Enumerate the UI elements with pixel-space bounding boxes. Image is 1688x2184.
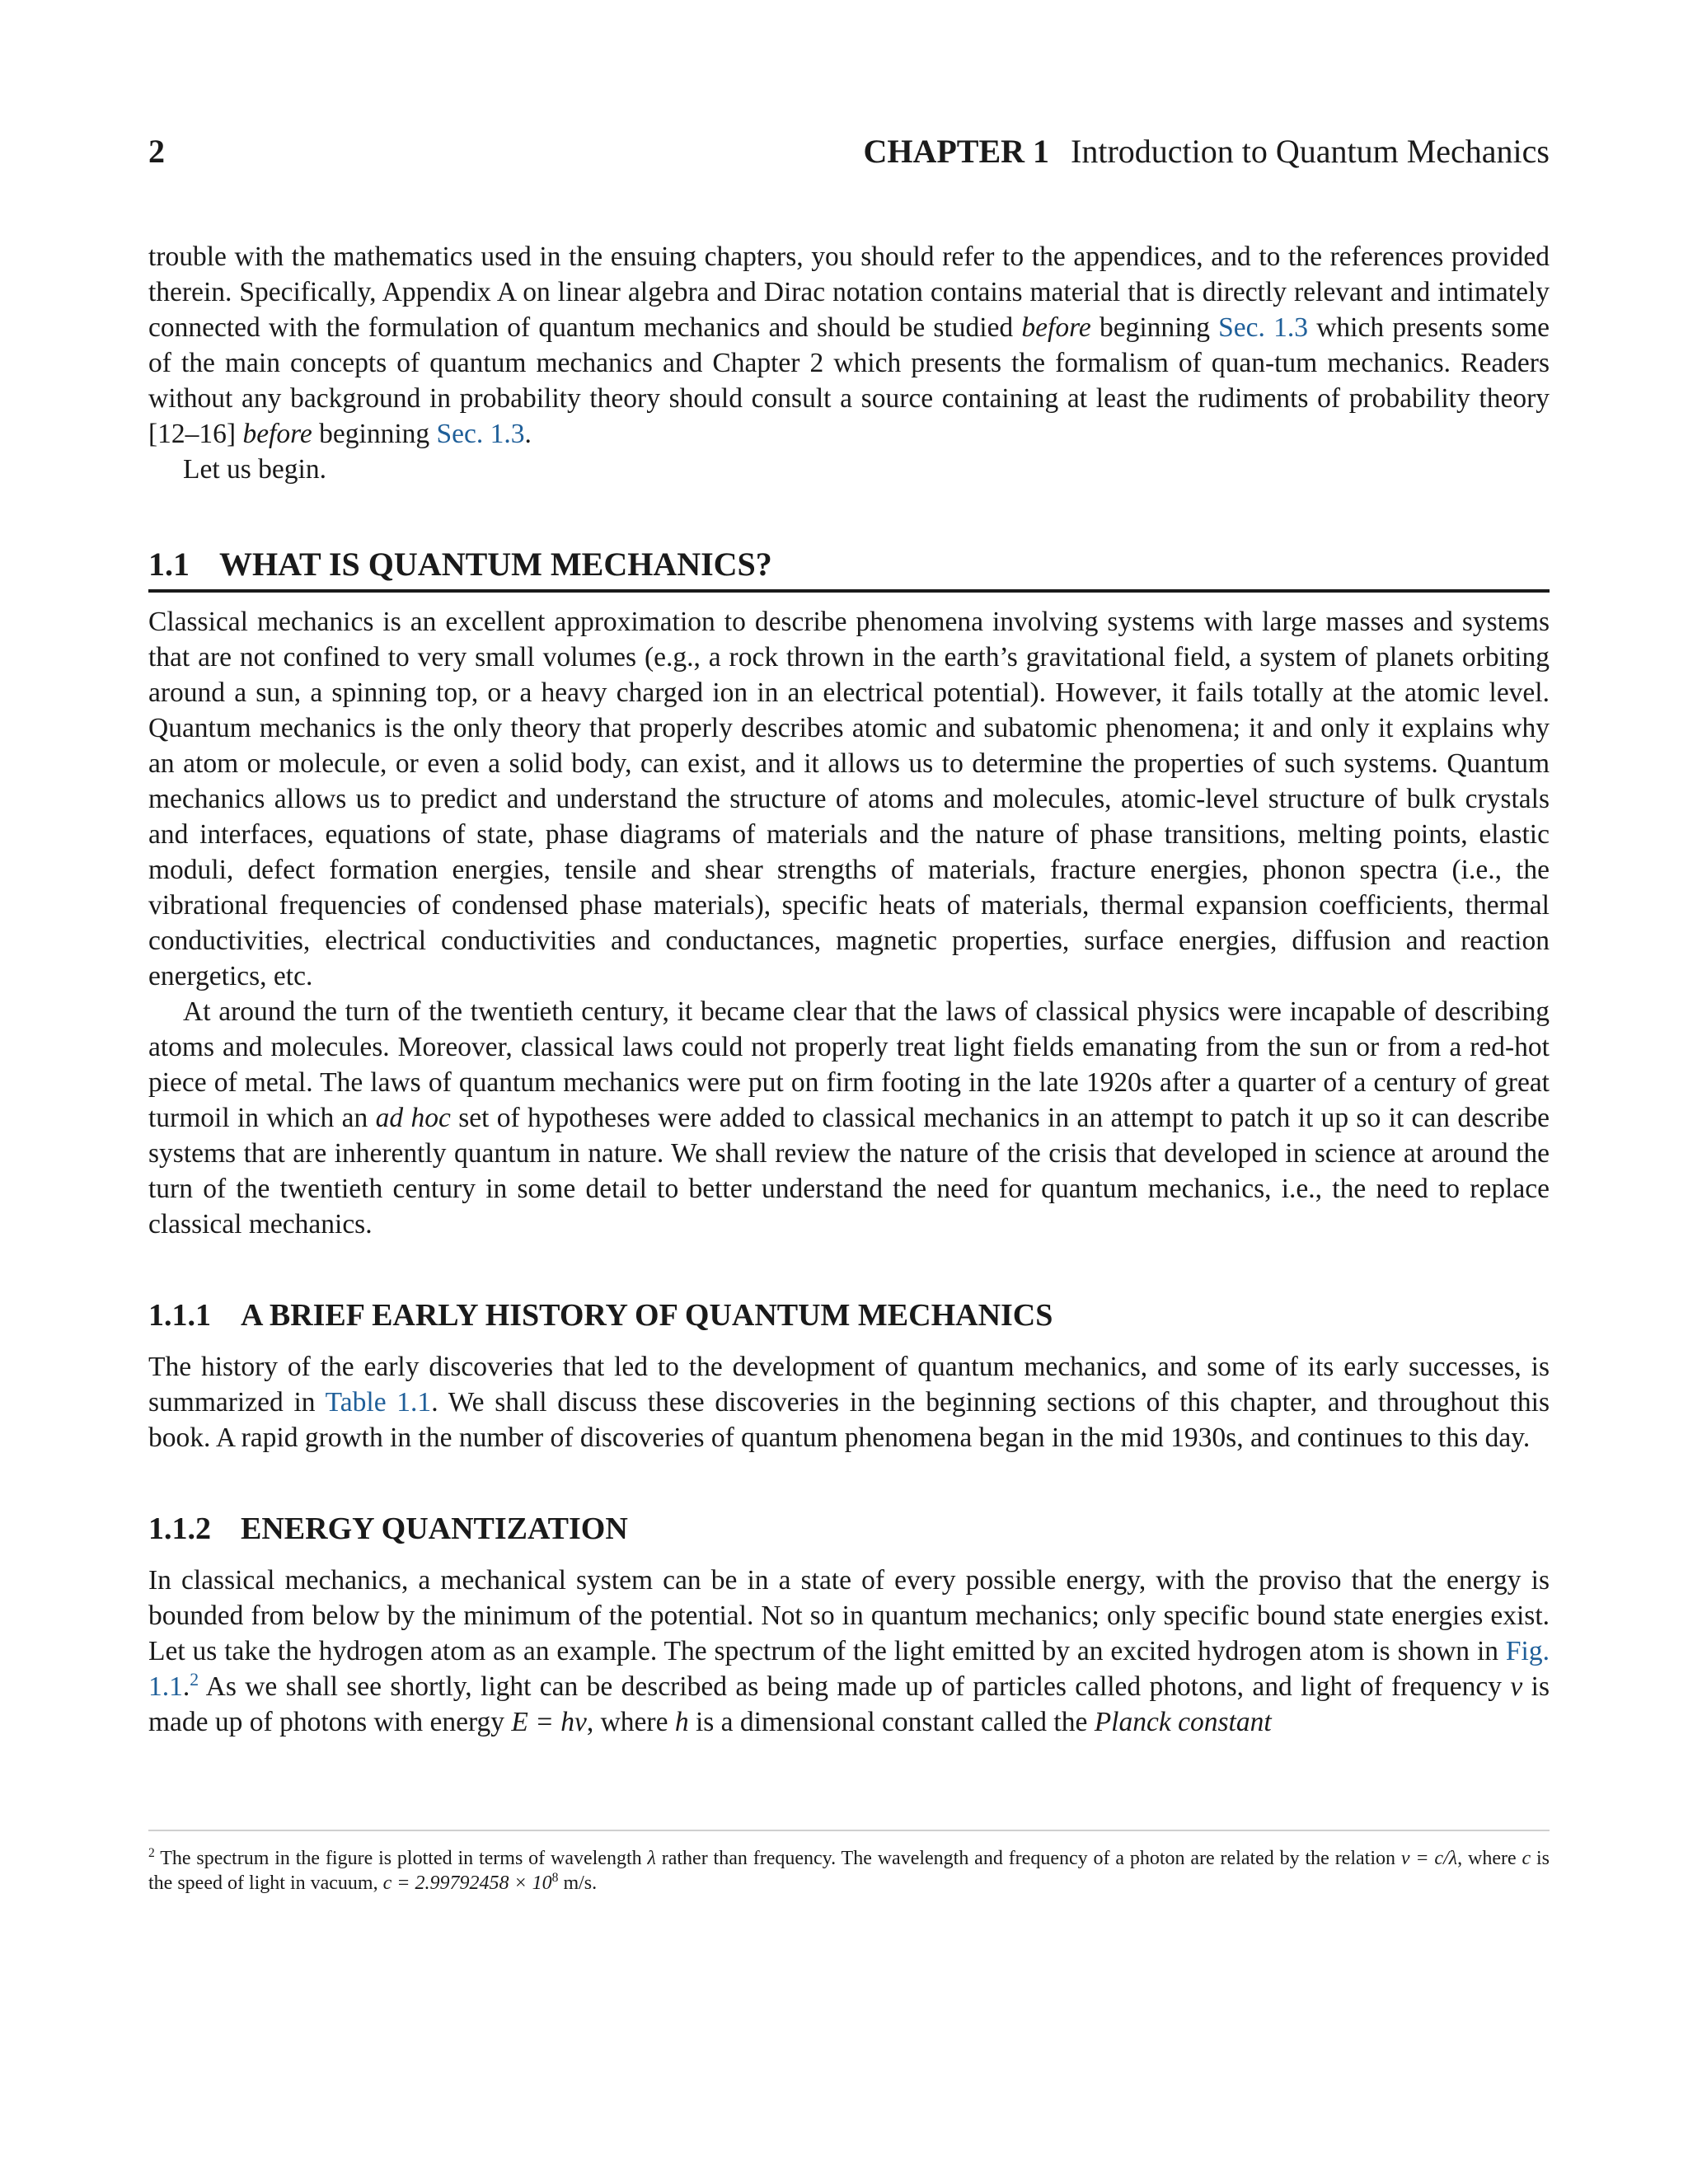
text-run: . bbox=[182, 1671, 190, 1702]
exponent: 8 bbox=[551, 1871, 559, 1885]
math-symbol: ν bbox=[1510, 1671, 1523, 1702]
math-equation: E = hν bbox=[511, 1707, 587, 1737]
footnote-2 bbox=[148, 1846, 1550, 1896]
footnote-number: 2 bbox=[148, 1846, 155, 1860]
running-head bbox=[148, 132, 1550, 171]
text-run: . We shall discuss these discoveries in the beginning sections of this chapter, and throughout this book. A rapid growth in the number of discoveries of quantum phenomena began in the mid 1930s, and continues to this day. bbox=[148, 1387, 1550, 1453]
text-run: , where bbox=[1457, 1848, 1522, 1869]
text-run: is made up of photons with energy bbox=[148, 1671, 1550, 1737]
text-run: In classical mechanics, a mechanical system can be in a state of every possible energy, with the proviso that the energy is bounded from below by the minimum of the potential. Not so in quantum mechanics; only specific bound state energies exist. Let us take the hydrogen atom as an example. The spectrum of the light emitted by an excited hydrogen atom is shown in bbox=[148, 1565, 1550, 1666]
text-run: At around the turn of the twentieth century, it became clear that the laws of classical physics were incapable of describing atoms and molecules. Moreover, classical laws could not properly treat light fields emanating from the sun or from a red-hot piece of metal. The laws of quantum mechanics were put on firm footing in the late 1920s after a quarter of a century of great turmoil in which an bbox=[148, 996, 1550, 1133]
link-fig-1-1[interactable]: Fig. 1.1 bbox=[148, 1636, 1550, 1702]
subsection-title: A BRIEF EARLY HISTORY OF QUANTUM MECHANICS bbox=[241, 1298, 1053, 1333]
math-symbol: c bbox=[1522, 1848, 1531, 1869]
text-run: , where bbox=[586, 1707, 675, 1737]
subsection-heading-1-1-2 bbox=[148, 1510, 1550, 1548]
text-run: is the speed of light in vacuum, bbox=[148, 1848, 1550, 1894]
text-run: trouble with the mathematics used in the ensuing chapters, you should refer to the appendices, and to the references provided therein. Specifically, Appendix A on linear algebra and Dirac notation contains material that is directly relevant and intimately connected with the formulation of quantum mechanics and should be studied bbox=[148, 241, 1550, 343]
chapter-heading bbox=[863, 132, 1550, 171]
emphasis: before bbox=[1021, 312, 1091, 343]
math-equation: c = 2.99792458 × 10 bbox=[382, 1872, 552, 1894]
intro-paragraph bbox=[148, 239, 1550, 452]
page-number: 2 bbox=[148, 133, 165, 170]
footnotes bbox=[148, 1830, 1550, 1896]
emphasis: before bbox=[242, 419, 312, 449]
text-run: As we shall see shortly, light can be described as being made up of particles called photons, and light of frequency bbox=[199, 1671, 1511, 1702]
section-number: 1.1 bbox=[148, 546, 190, 583]
text-run: The spectrum in the figure is plotted in terms of wavelength bbox=[154, 1848, 648, 1869]
link-sec-1-3[interactable]: Sec. 1.3 bbox=[1218, 312, 1309, 343]
link-table-1-1[interactable]: Table 1.1 bbox=[325, 1387, 432, 1418]
footnote-marker[interactable]: 2 bbox=[190, 1669, 199, 1690]
math-symbol: λ bbox=[647, 1848, 656, 1869]
section-1-1-paragraph-1: Classical mechanics is an excellent approximation to describe phenomena involving systems with large masses and systems that are not confined to very small volumes (e.g., a rock thrown in the earth’s gravitational field, a system of planets orbiting around a sun, a spinning top, or a heavy charged ion in an electrical potential). However, it fails totally at the atomic level. Quantum mechanics is the only theory that properly describes atomic and subatomic phenomena; it and only it explains why an atom or molecule, or even a solid body, can exist, and it allows us to determine the properties of such systems. Quantum mechanics allows us to predict and understand the structure of atoms and molecules, atomic-level structure of bulk crystals and interfaces, equations of state, phase diagrams of materials and the nature of phase transitions, melting points, elastic moduli, defect formation energies, tensile and shear strengths of materials, fracture energies, phonon spectra (i.e., the vibrational frequencies of condensed phase materials), specific heats of materials, thermal expansion coefficients, thermal conductivities, electrical conductivities and conductances, magnetic properties, surface energies, diffusion and reaction energetics, etc. bbox=[148, 607, 1550, 991]
text-run: beginning bbox=[312, 419, 437, 449]
section-heading-1-1 bbox=[148, 545, 1550, 593]
subsection-number: 1.1.2 bbox=[148, 1511, 211, 1546]
text-run: The history of the early discoveries that led to the development of quantum mechanics, and some of its early successes, is summarized in bbox=[148, 1352, 1550, 1418]
text-run: rather than frequency. The wavelength and frequency of a photon are related by the relation bbox=[655, 1848, 1401, 1869]
section-title: WHAT IS QUANTUM MECHANICS? bbox=[219, 546, 772, 583]
text-run: beginning bbox=[1090, 312, 1219, 343]
subsection-title: ENERGY QUANTIZATION bbox=[241, 1511, 628, 1546]
text-run: is a dimensional constant called the bbox=[688, 1707, 1095, 1737]
subsection-number: 1.1.1 bbox=[148, 1298, 211, 1333]
math-equation: ν = c/λ bbox=[1400, 1848, 1458, 1869]
emphasis: Planck constant bbox=[1094, 1707, 1272, 1737]
text-run: set of hypotheses were added to classical mechanics in an attempt to patch it up so it can describe systems that are inherently quantum in nature. We shall review the nature of the crisis that developed in science at around the turn of the twentieth century in some detail to better understand the need for quantum mechanics, i.e., the need to replace classical mechanics. bbox=[148, 1103, 1550, 1240]
section-1-1-paragraph-2 bbox=[148, 994, 1550, 1242]
math-symbol: h bbox=[674, 1707, 689, 1737]
chapter-label: CHAPTER 1 bbox=[863, 133, 1050, 170]
section-1-1-2-paragraph bbox=[148, 1563, 1550, 1740]
subsection-heading-1-1-1 bbox=[148, 1296, 1550, 1334]
text-run: m/s. bbox=[558, 1872, 598, 1894]
link-sec-1-3[interactable]: Sec. 1.3 bbox=[436, 419, 525, 449]
emphasis: ad hoc bbox=[375, 1103, 451, 1133]
section-1-1-1-paragraph bbox=[148, 1349, 1550, 1455]
text-run: . bbox=[524, 419, 532, 449]
chapter-title: Introduction to Quantum Mechanics bbox=[1071, 133, 1550, 170]
intro-paragraph-2: Let us begin. bbox=[183, 454, 326, 485]
text-run: which presents some of the main concepts of quantum mechanics and Chapter 2 which presents the formalism of quan-tum mechanics. Readers without any background in probability theory should consult a source containing at least the rudiments of probability theory [12–16] bbox=[148, 312, 1550, 449]
